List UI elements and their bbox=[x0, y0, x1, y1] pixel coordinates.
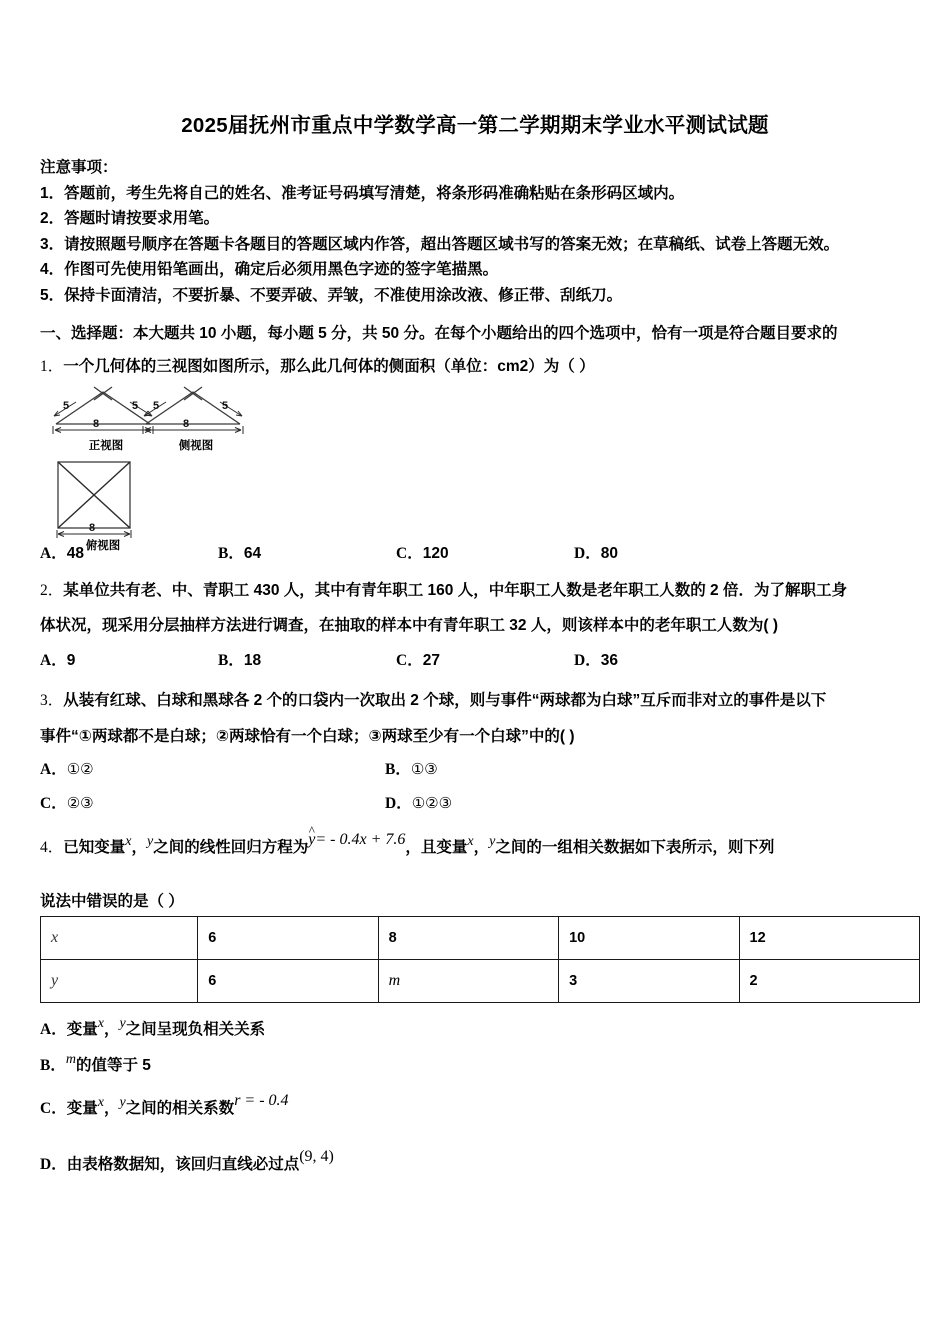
q4-option-d-prefix: 由表格数据知，该回归直线必过点 bbox=[66, 1156, 300, 1173]
front-view-caption: 正视图 bbox=[88, 440, 124, 452]
question-4-comma-2: ， bbox=[473, 839, 490, 856]
q1-option-a-text: 48 bbox=[66, 545, 84, 562]
question-2-options bbox=[40, 648, 920, 670]
q3-option-b[interactable] bbox=[385, 757, 730, 779]
q4-option-a-letter: A． bbox=[40, 1021, 67, 1038]
notice-block bbox=[40, 155, 920, 308]
q1-option-a[interactable] bbox=[40, 541, 218, 563]
question-4-var-y1: y bbox=[147, 834, 154, 849]
question-1-options bbox=[40, 541, 920, 563]
y-hat-symbol: y ^ bbox=[308, 826, 315, 854]
question-4-comma-1: ， bbox=[131, 839, 148, 856]
question-2-line1: 某单位共有老、中、青职工 430 人，其中有青年职工 160 人，中年职工人数是老年职工人数的 2 倍．为了解职工身 bbox=[63, 582, 847, 599]
table-cell-x-2: 8 bbox=[378, 917, 558, 960]
table-cell-x-1: 6 bbox=[198, 917, 378, 960]
q2-option-c-text: 27 bbox=[422, 652, 440, 669]
question-4-line2: 说法中错误的是（ ） bbox=[40, 893, 184, 910]
q1-option-a-letter: A． bbox=[40, 545, 67, 562]
q1-option-c-text: 120 bbox=[422, 545, 449, 562]
q4-option-c-prefix: 变量 bbox=[66, 1100, 98, 1117]
side-view-caption: 侧视图 bbox=[178, 440, 214, 452]
table-cell-y-3: 3 bbox=[559, 960, 739, 1003]
q4-option-b-suffix: 的值等于 5 bbox=[75, 1057, 151, 1074]
q2-option-c[interactable] bbox=[396, 648, 574, 670]
q4-option-c-comma: ， bbox=[103, 1100, 120, 1117]
q2-option-a-text: 9 bbox=[66, 652, 76, 669]
q3-option-c-text: ②③ bbox=[66, 794, 94, 812]
notice-item-1: 1．答题前，考生先将自己的姓名、准考证号码填写清楚，将条形码准确粘贴在条形码区域内。 bbox=[40, 184, 685, 202]
question-4 bbox=[40, 826, 920, 862]
q4-option-c-var-x: x bbox=[97, 1095, 104, 1110]
question-3-line2: 事件“①两球都不是白球；②两球恰有一个白球；③两球至少有一个白球”中的( ) bbox=[40, 728, 575, 745]
q2-option-d-letter: D． bbox=[574, 652, 601, 669]
three-view-figure bbox=[46, 382, 276, 552]
q2-option-d[interactable] bbox=[574, 648, 752, 670]
q2-option-c-letter: C． bbox=[396, 652, 423, 669]
table-cell-x-3: 10 bbox=[559, 917, 739, 960]
q4-option-d-letter: D． bbox=[40, 1156, 67, 1173]
notice-heading: 注意事项： bbox=[40, 159, 118, 176]
question-1 bbox=[40, 348, 920, 386]
q2-option-b[interactable] bbox=[218, 648, 396, 670]
q3-option-c[interactable] bbox=[40, 791, 385, 813]
regression-point-coordinates: (9, 4) bbox=[299, 1148, 334, 1165]
question-4-var-x1: x bbox=[125, 834, 132, 849]
question-3 bbox=[40, 682, 920, 720]
question-4-var-x2: x bbox=[467, 834, 474, 849]
q2-option-a-letter: A． bbox=[40, 652, 67, 669]
table-cell-x-label: x bbox=[41, 917, 198, 960]
question-4-line1-b: 之间的线性回归方程为 bbox=[153, 839, 309, 856]
correlation-coefficient-formula: r = - 0.4 bbox=[234, 1092, 289, 1109]
question-4-var-y2: y bbox=[489, 834, 496, 849]
q1-option-d-letter: D． bbox=[574, 545, 601, 562]
q3-option-a-letter: A． bbox=[40, 761, 67, 778]
q4-option-b-letter: B． bbox=[40, 1057, 66, 1074]
question-3-options-row1 bbox=[40, 757, 920, 779]
notice-item-4: 4．作图可先使用铅笔画出，确定后必须用黑色字迹的签字笔描黑。 bbox=[40, 261, 499, 278]
q4-option-a-prefix: 变量 bbox=[66, 1021, 98, 1038]
q4-option-b-var-m: m bbox=[65, 1052, 76, 1067]
q4-option-c-var-y: y bbox=[119, 1095, 126, 1110]
question-4-line1-d: 之间的一组相关数据如下表所示，则下列 bbox=[495, 839, 775, 856]
page-title: 2025届抚州市重点中学数学高一第二学期期末学业水平测试试题 bbox=[181, 114, 769, 137]
regression-data-table bbox=[40, 916, 920, 1003]
q1-option-c[interactable] bbox=[396, 541, 574, 563]
table-row-y bbox=[41, 960, 920, 1003]
q1-option-b[interactable] bbox=[218, 541, 396, 563]
q4-option-b[interactable] bbox=[40, 1052, 920, 1075]
top-view-caption: 俯视图 bbox=[85, 540, 121, 552]
question-3-options-row2 bbox=[40, 791, 920, 813]
q3-option-b-text: ①③ bbox=[410, 760, 438, 778]
front-slant-left-label: 5 bbox=[63, 400, 70, 412]
question-1-text: 一个几何体的三视图如图所示，那么此几何体的侧面积（单位：cm2）为（ ） bbox=[63, 358, 595, 375]
notice-item-2: 2．答题时请按要求用笔。 bbox=[40, 210, 220, 227]
question-1-number: 1． bbox=[40, 358, 64, 375]
front-slant-right-label: 5 bbox=[132, 400, 139, 412]
side-slant-left-label: 5 bbox=[153, 400, 160, 412]
q2-option-d-text: 36 bbox=[600, 652, 618, 669]
q3-option-b-letter: B． bbox=[385, 761, 411, 778]
table-cell-y-4: 2 bbox=[739, 960, 919, 1003]
question-3-line1: 从装有红球、白球和黑球各 2 个的口袋内一次取出 2 个球，则与事件“两球都为白球”互斥而非对立的事件是以下 bbox=[63, 692, 827, 709]
question-3-number: 3． bbox=[40, 692, 64, 709]
regression-equation bbox=[308, 831, 405, 848]
q4-option-c-suffix: 之间的相关系数 bbox=[125, 1100, 235, 1117]
q2-option-a[interactable] bbox=[40, 648, 218, 670]
table-cell-y-label: y bbox=[41, 960, 198, 1003]
q4-option-a[interactable] bbox=[40, 1016, 920, 1039]
table-row-x bbox=[41, 917, 920, 960]
q1-option-b-text: 64 bbox=[243, 545, 262, 562]
q1-option-d-text: 80 bbox=[600, 545, 618, 562]
q3-option-d-letter: D． bbox=[385, 795, 412, 812]
q4-option-a-var-x: x bbox=[97, 1016, 104, 1031]
question-4-line1-c: ，且变量 bbox=[405, 839, 468, 856]
q3-option-a-text: ①② bbox=[66, 760, 94, 778]
q4-option-a-comma: ， bbox=[103, 1021, 120, 1038]
question-4-number: 4． bbox=[40, 839, 64, 856]
table-cell-y-1: 6 bbox=[198, 960, 378, 1003]
question-3-continued bbox=[40, 718, 920, 756]
top-base-label: 8 bbox=[89, 522, 96, 534]
q1-option-b-letter: B． bbox=[218, 545, 244, 562]
q3-option-c-letter: C． bbox=[40, 795, 67, 812]
question-2-number: 2． bbox=[40, 582, 64, 599]
section-heading: 一、选择题：本大题共 10 小题，每小题 5 分，共 50 分。在每个小题给出的四个选项中，恰有一项是符合题目要求的 bbox=[40, 325, 838, 342]
q4-option-d[interactable] bbox=[40, 1148, 920, 1174]
question-2-continued bbox=[40, 607, 920, 645]
q1-option-c-letter: C． bbox=[396, 545, 423, 562]
question-2-line2: 体状况，现采用分层抽样方法进行调查，在抽取的样本中有青年职工 32 人，则该样本中的老年职工人数为( ) bbox=[40, 617, 778, 634]
notice-item-3: 3．请按照题号顺序在答题卡各题目的答题区域内作答，超出答题区域书写的答案无效；在草稿纸、试卷上答题无效。 bbox=[40, 235, 840, 253]
regression-equation-rhs: = - 0.4x + 7.6 bbox=[315, 831, 406, 848]
q4-option-c[interactable] bbox=[40, 1092, 920, 1118]
q3-option-d-text: ①②③ bbox=[411, 794, 453, 812]
q4-option-a-var-y: y bbox=[119, 1016, 126, 1031]
side-base-label: 8 bbox=[183, 418, 190, 430]
front-base-label: 8 bbox=[93, 418, 100, 430]
question-4-line1-a: 已知变量 bbox=[63, 839, 126, 856]
notice-item-5: 5．保持卡面清洁，不要折暴、不要弄破、弄皱，不准使用涂改液、修正带、刮纸刀。 bbox=[40, 286, 623, 304]
question-2 bbox=[40, 572, 920, 610]
table-cell-x-4: 12 bbox=[739, 917, 919, 960]
q3-option-d[interactable] bbox=[385, 791, 730, 813]
q3-option-a[interactable] bbox=[40, 757, 385, 779]
q2-option-b-letter: B． bbox=[218, 652, 244, 669]
table-cell-y-2: m bbox=[378, 960, 558, 1003]
side-slant-right-label: 5 bbox=[222, 400, 229, 412]
q4-option-c-letter: C． bbox=[40, 1100, 67, 1117]
q4-option-a-suffix: 之间呈现负相关关系 bbox=[125, 1021, 266, 1038]
q2-option-b-text: 18 bbox=[243, 652, 262, 669]
q1-option-d[interactable] bbox=[574, 541, 752, 563]
